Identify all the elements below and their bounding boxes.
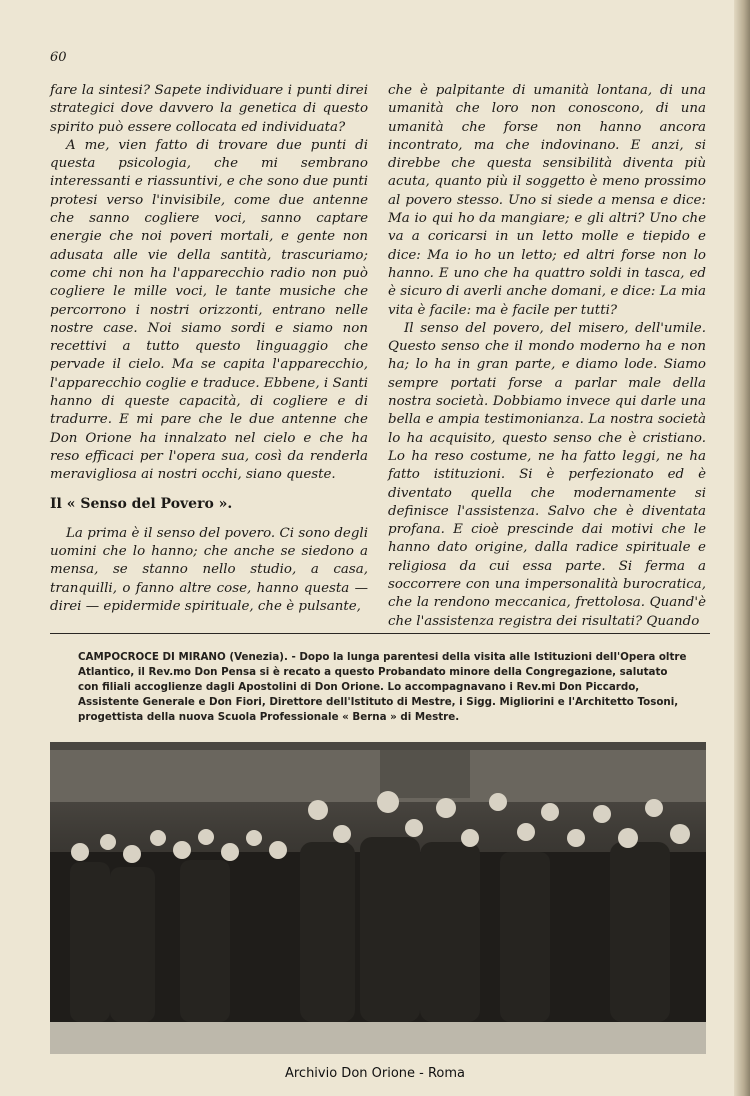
left-paragraph-2: A me, vien fatto di trovare due punti di questa psicologia, che mi sembrano interessanti e riassuntivi, e che sono due punti protesi verso l'invisibile, come due antenne che sanno cogliere voci, sanno captare energie che noi poveri mortali, e gente non adusata alle vie della santità, trascuriamo; come chi non ha l'apparecchio radio non può cogliere le mille voci, le tante musiche che percorrono i nostri orizzonti, entrano nelle nostre case. Noi siamo sordi e siamo non recettivi a tutto questo linguaggio che pervade il cielo. Ma se capita l'apparecchio, l'apparecchio coglie e traduce. Ebbene, i Santi hanno di queste capacità, di cogliere e di tradurre. E mi pare che le due antenne che Don Orione ha innalzato nel cielo e che ha reso efficaci per l'opera sua, così da renderla meravigliosa ai nostri occhi, siano queste. (50, 137, 368, 483)
right-paragraph-1: che è palpitante di umanità lontana, di una umanità che loro non conoscono, di una umanità che forse non hanno ancora incontrato, ma che indovinano. E anzi, si direbbe che questa sensibilità diventa più acuta, quanto più il soggetto è meno prossimo al povero stesso. Uno si siede a mensa e dice: Ma io qui ho da mangiare; e gli altri? Uno che va a coricarsi in un letto molle e tiepido e dice: Ma io ho un letto; ed altri forse non lo hanno. E uno che ha quattro soldi in tasca, ed è sicuro di averli anche domani, e dice: La mia vita è facile: ma è facile per tutti? (388, 83, 706, 318)
group-photo-icon (50, 742, 706, 1054)
left-paragraph-1: fare la sintesi? Sapete individuare i punti direi strategici dove davvero la genetica di questo spirito può essere collocata ed individuata? (50, 83, 368, 135)
caption-divider (50, 633, 710, 634)
page-number: 60 (50, 50, 67, 65)
section-paragraph: La prima è il senso del povero. Ci sono degli uomini che lo hanno; che anche se siedono a mensa, se stanno nello studio, a casa, tranquilli, o fanno altre cose, hanno questa — direi — epidermide spirituale, che è pulsante, (50, 525, 368, 615)
photo-caption: CAMPOCROCE DI MIRANO (Venezia). - Dopo la lunga parentesi della visita alle Istituzioni dell'Opera oltre Atlantico, il Rev.mo Don Pensa si è recato a questo Probandato minore della Congregazione, salutato con filiali accoglienze dagli Apostolini di Don Orione. Lo accompagnavano i Rev.mi Don Piccardo, Assistente Generale e Don Fiori, Direttore dell'Istituto di Mestre, i Sigg. Migliorini e l'Architetto Tosoni, progettista della nuova Scuola Professionale « Berna » di Mestre. (78, 651, 687, 723)
group-photo (50, 742, 706, 1054)
archive-label: Archivio Don Orione - Roma (284, 1066, 466, 1081)
section-title: Il « Senso del Povero ». (50, 495, 233, 512)
page-edge-shadow (734, 0, 750, 1096)
right-paragraph-2: Il senso del povero, del misero, dell'umile. Questo senso che il mondo moderno ha e non ha; lo ha in gran parte, e diamo lode. Siamo sempre portati forse a parlar male della nostra società. Dobbiamo invece qui darle una bella e ampia testimonianza. La nostra società lo ha acquisito, questo senso che è cristiano. Lo ha reso costume, ne ha fatto leggi, ne ha fatto istituzioni. Si è perfezionato ed è diventato quella che modernamente si definisce l'assistenza. Salvo che è diventata profana. E cioè prescinde dai motivi che le hanno dato origine, dalla radice spirituale e religiosa da cui essa parte. Si ferma a soccorrere con una impersonalità burocratica, che la rendono meccanica, frettolosa. Quand'è che l'assistenza registra dei risultati? Quando (388, 320, 706, 629)
right-column (388, 82, 706, 631)
left-column (50, 82, 368, 616)
